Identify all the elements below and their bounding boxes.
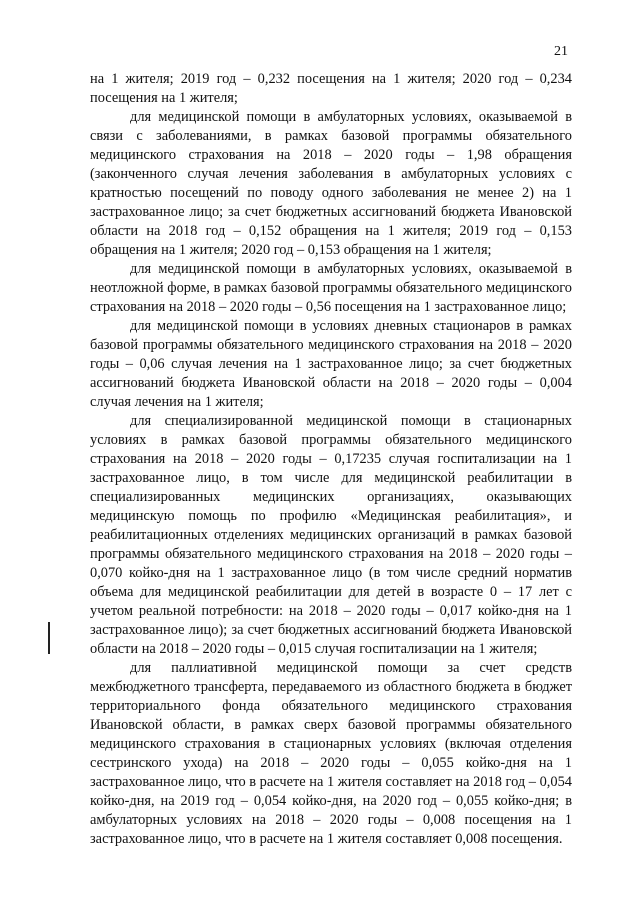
paragraph-outpatient-diseases: для медицинской помощи в амбулаторных условиях, оказываемой в связи с заболеваниями, в рамках базовой программы обязательного медицинского страхования на 2018 – 2020 годы – 1,98 обращения (законченного случая лечения заболевания в амбулаторных условиях с кратностью посещений по поводу одного заболевания не менее 2) на 1 застрахованное лицо; за счет бюджетных ассигнований бюджета Ивановской области на 2018 год – 0,152 обращения на 1 жителя; 2019 год – 0,153 обращения на 1 жителя; 2020 год – 0,153 обращения на 1 жителя; <box>90 109 572 258</box>
document-body <box>90 70 572 849</box>
margin-line <box>48 622 50 654</box>
page-number: 21 <box>554 44 568 59</box>
paragraph-visits-continuation: на 1 жителя; 2019 год – 0,232 посещения на 1 жителя; 2020 год – 0,234 посещения на 1 жителя; <box>90 71 572 106</box>
paragraph-day-hospitals: для медицинской помощи в условиях дневных стационаров в рамках базовой программы обязательного медицинского страхования на 2018 – 2020 годы – 0,06 случая лечения на 1 застрахованное лицо; за счет бюджетных ассигнований бюджета Ивановской области на 2018 – 2020 годы – 0,004 случая лечения на 1 жителя; <box>90 318 572 410</box>
paragraph-palliative-care: для паллиативной медицинской помощи за счет средств межбюджетного трансферта, передаваемого из областного бюджета в бюджет территориального фонда обязательного медицинского страхования Ивановской области, в рамках сверх базовой программы обязательного медицинского страхования в стационарных условиях (включая отделения сестринского ухода) на 2018 – 2020 годы – 0,055 койко-дня на 1 застрахованное лицо, что в расчете на 1 жителя составляет на 2018 год – 0,054 койко-дня, на 2019 год – 0,054 койко-дня, на 2020 год – 0,055 койко-дня; в амбулаторных условиях на 2018 – 2020 годы – 0,008 посещения на 1 застрахованное лицо, что в расчете на 1 жителя составляет 0,008 посещения. <box>90 660 572 847</box>
paragraph-outpatient-urgent: для медицинской помощи в амбулаторных условиях, оказываемой в неотложной форме, в рамках базовой программы обязательного медицинского страхования на 2018 – 2020 годы – 0,56 посещения на 1 застрахованное лицо; <box>90 261 572 315</box>
paragraph-specialized-inpatient: для специализированной медицинской помощи в стационарных условиях в рамках базовой программы обязательного медицинского страхования на 2018 – 2020 годы – 0,17235 случая госпитализации на 1 застрахованное лицо, в том числе для медицинской реабилитации в специализированных медицинских организациях, оказывающих медицинскую помощь по профилю «Медицинская реабилитация», и реабилитационных отделениях медицинских организаций в рамках базовой программы обязательного медицинского страхования на 2018 – 2020 годы – 0,070 койко-дня на 1 застрахованное лицо (в том числе средний норматив объема для медицинской реабилитации для детей в возрасте 0 – 17 лет с учетом реальной потребности: на 2018 – 2020 годы – 0,017 койко-дня на 1 застрахованное лицо); за счет бюджетных ассигнований бюджета Ивановской области на 2018 – 2020 годы – 0,015 случая госпитализации на 1 жителя; <box>90 413 572 657</box>
